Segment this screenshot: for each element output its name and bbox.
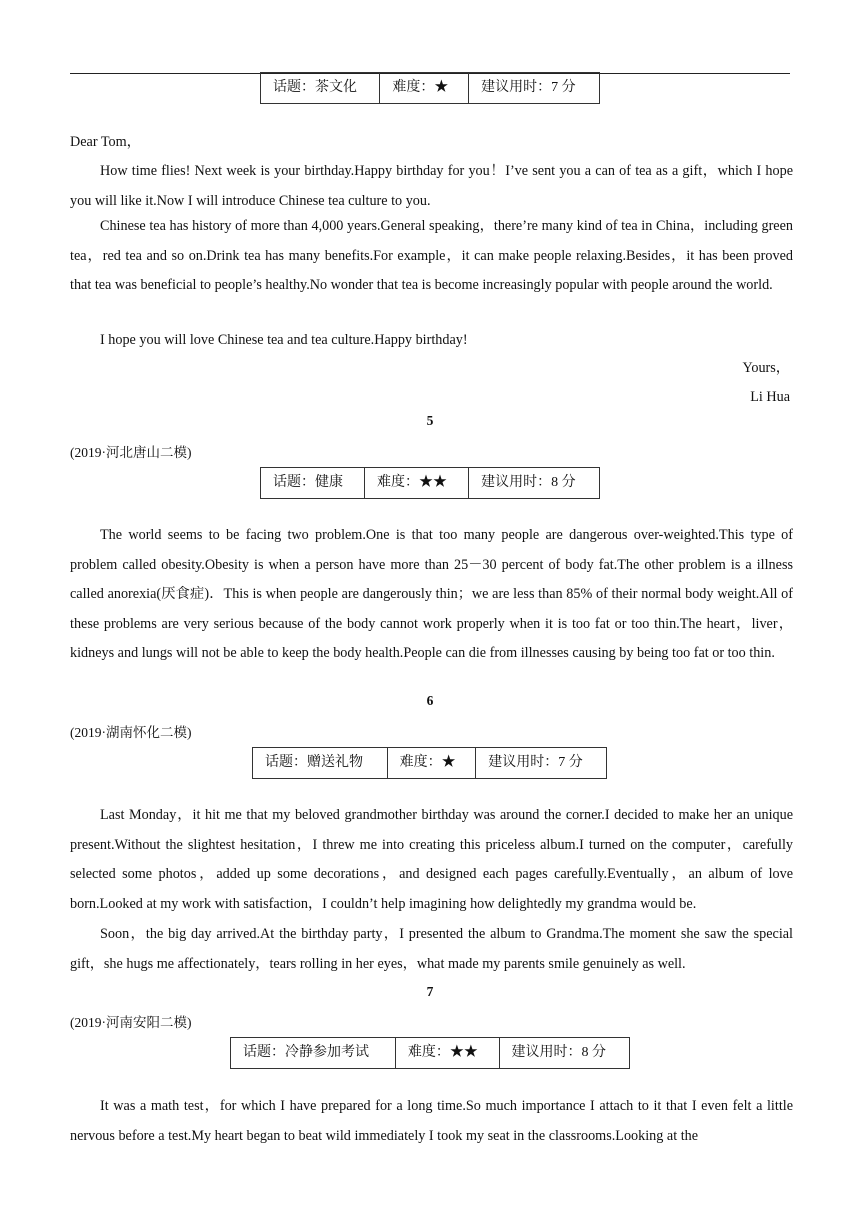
letter-greeting: Dear Tom， (70, 134, 141, 150)
section-source: (2019·河南安阳二模) (70, 1015, 192, 1030)
section-number: 7 (426, 984, 434, 999)
topic-cell: 话题：茶文化 (261, 73, 380, 104)
section-number: 6 (426, 693, 434, 708)
section-paragraph: It was a math test，for which I have prepared for a long time.So much importance I attach to it that I even felt a little nervous before a test.My heart began to beat wild immediately I took my seat in the classrooms.Looking at the (70, 1098, 793, 1144)
time-cell: 建议用时：7 分 (469, 73, 600, 104)
difficulty-cell: 难度：★★ (395, 1038, 499, 1069)
section-paragraph: Soon，the big day arrived.At the birthday party，I presented the album to Grandma.The moment she saw the special gift，she hugs me affectionately，tears rolling in her eyes，what made my parents smile genuinely as well. (70, 926, 793, 972)
letter-paragraph-1: How time flies! Next week is your birthday.Happy birthday for you！I’ve sent you a can of tea as a gift，which I hope you will like it.Now I will introduce Chinese tea culture to you. (70, 163, 793, 209)
difficulty-cell: 难度：★ (387, 748, 476, 779)
section-source: (2019·湖南怀化二模) (70, 725, 192, 740)
section-source: (2019·河北唐山二模) (70, 445, 192, 460)
letter-paragraph-3: I hope you will love Chinese tea and tea culture.Happy birthday! (100, 332, 468, 348)
letter-closing: Yours， (742, 360, 790, 376)
info-table-health (260, 467, 600, 499)
letter-signature: Li Hua (750, 389, 790, 405)
info-table-gift (252, 747, 607, 779)
difficulty-cell: 难度：★★ (365, 468, 469, 499)
section-paragraph: The world seems to be facing two problem.One is that too many people are dangerous over-weighted.This type of problem called obesity.Obesity is when a person have more than 25－30 percent of body fat.The other problem is a illness called anorexia(厌食症)．This is when people are dangerously thin；we are less than 85% of their normal body weight.All of these problems are very serious because of the body cannot work properly when it is too fat or too thin.The heart，liver，kidneys and lungs will not be able to keep the body health.People can die from illnesses causing by being too fat or too thin. (70, 527, 793, 662)
info-table-tea-culture (260, 72, 600, 104)
time-cell: 建议用时：7 分 (476, 748, 607, 779)
difficulty-cell: 难度：★ (380, 73, 469, 104)
topic-cell: 话题：赠送礼物 (253, 748, 388, 779)
info-table-exam (230, 1037, 630, 1069)
topic-cell: 话题：健康 (261, 468, 365, 499)
time-cell: 建议用时：8 分 (469, 468, 600, 499)
section-number: 5 (426, 413, 434, 428)
topic-cell: 话题：冷静参加考试 (231, 1038, 396, 1069)
section-paragraph: Last Monday，it hit me that my beloved grandmother birthday was around the corner.I decided to make her an unique present.Without the slightest hesitation，I threw me into creating this priceless album.I turned on the computer，carefully selected some photos，added up some decorations，and designed each pages carefully.Eventually，an album of love born.Looked at my work with satisfaction，I couldn’t help imagining how delightedly my grandma would be. (70, 807, 793, 912)
time-cell: 建议用时：8 分 (499, 1038, 629, 1069)
letter-paragraph-2: Chinese tea has history of more than 4,000 years.General speaking，there’re many kind of tea in China，including green tea，red tea and so on.Drink tea has many benefits.For example，it can make people relaxing.Besides，it has been proved that tea was beneficial to people’s healthy.No wonder that tea is become increasingly popular with people around the world. (70, 218, 793, 294)
